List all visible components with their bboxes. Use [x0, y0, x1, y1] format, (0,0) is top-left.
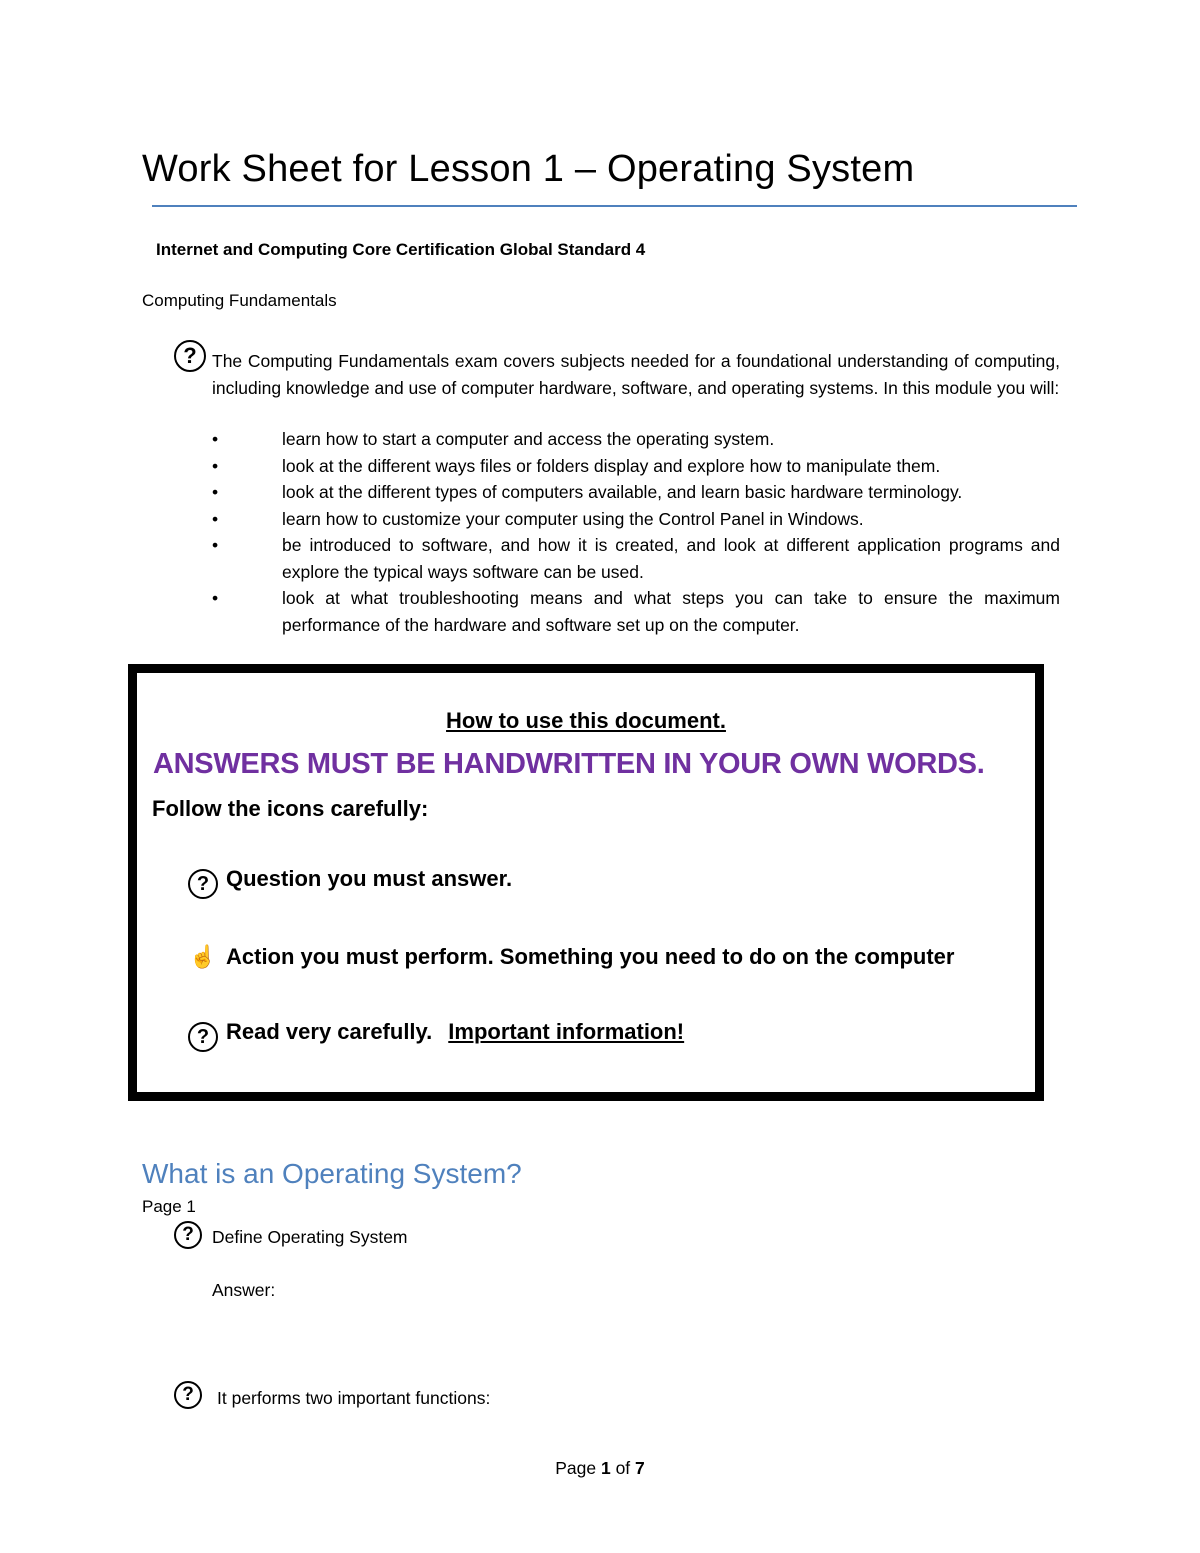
hand-pointer-icon: ☝ [189, 944, 217, 969]
legend-question-row: ? Question you must answer. [188, 866, 512, 899]
bullet-icon: • [212, 482, 219, 502]
question-two-functions: It performs two important functions: [217, 1388, 491, 1408]
subtitle: Internet and Computing Core Certification Global Standard 4 [156, 240, 646, 259]
list-item: • look at what troubleshooting means and what steps you can take to ensure the maximum performance of the hardware and software set up on the computer. [212, 585, 1060, 638]
question-circle-icon: ? [188, 1022, 218, 1052]
bullet-icon: • [212, 588, 219, 608]
page-title: Work Sheet for Lesson 1 – Operating System [142, 148, 915, 190]
list-item: • be introduced to software, and how it is created, and look at different application programs and explore the typical ways software can be used. [212, 532, 1060, 585]
instructions-heading: How to use this document. [446, 708, 726, 733]
question-circle-icon: ? [174, 340, 206, 372]
bullet-icon: • [212, 508, 219, 529]
question-circle-icon: ? [174, 1381, 202, 1409]
intro-paragraph: The Computing Fundamentals exam covers subjects needed for a foundational understanding of computing, including knowledge and use of computer hardware, software, and operating systems. In this module you will: [212, 351, 1060, 398]
total-page-number: 7 [635, 1458, 645, 1478]
list-item: • look at the different ways files or folders display and explore how to manipulate them. [212, 453, 1060, 480]
bullet-icon: • [212, 429, 219, 449]
current-page-number: 1 [600, 1458, 611, 1478]
list-item: • look at the different types of computers available, and learn basic hardware terminology. [212, 479, 1060, 506]
section-label: Computing Fundamentals [142, 291, 337, 310]
legend-action-row: ☝ Action you must perform. Something you need to do on the computer [189, 944, 955, 969]
question-circle-icon: ? [188, 869, 218, 899]
section-heading: What is an Operating System? [142, 1158, 522, 1189]
important-information: Important information! [448, 1019, 685, 1044]
question-circle-icon: ? [174, 1221, 202, 1249]
title-underline [152, 205, 1077, 207]
follow-icons-label: Follow the icons carefully: [152, 796, 429, 821]
list-item: • learn how to customize your computer using the Control Panel in Windows. [212, 506, 1060, 533]
page-footer: Page 1 of 7 [555, 1458, 645, 1478]
module-bullet-list [212, 426, 1060, 638]
list-item: • learn how to start a computer and access the operating system. [212, 426, 1060, 453]
bullet-icon: • [212, 535, 219, 555]
page-reference: Page 1 [142, 1197, 196, 1216]
legend-read-row: ? Read very carefully. Important information! [188, 1019, 684, 1052]
handwritten-warning: ANSWERS MUST BE HANDWRITTEN IN YOUR OWN WORDS. [153, 748, 985, 780]
answer-label: Answer: [212, 1280, 276, 1300]
question-define-os: Define Operating System [212, 1227, 408, 1247]
bullet-icon: • [212, 455, 219, 476]
